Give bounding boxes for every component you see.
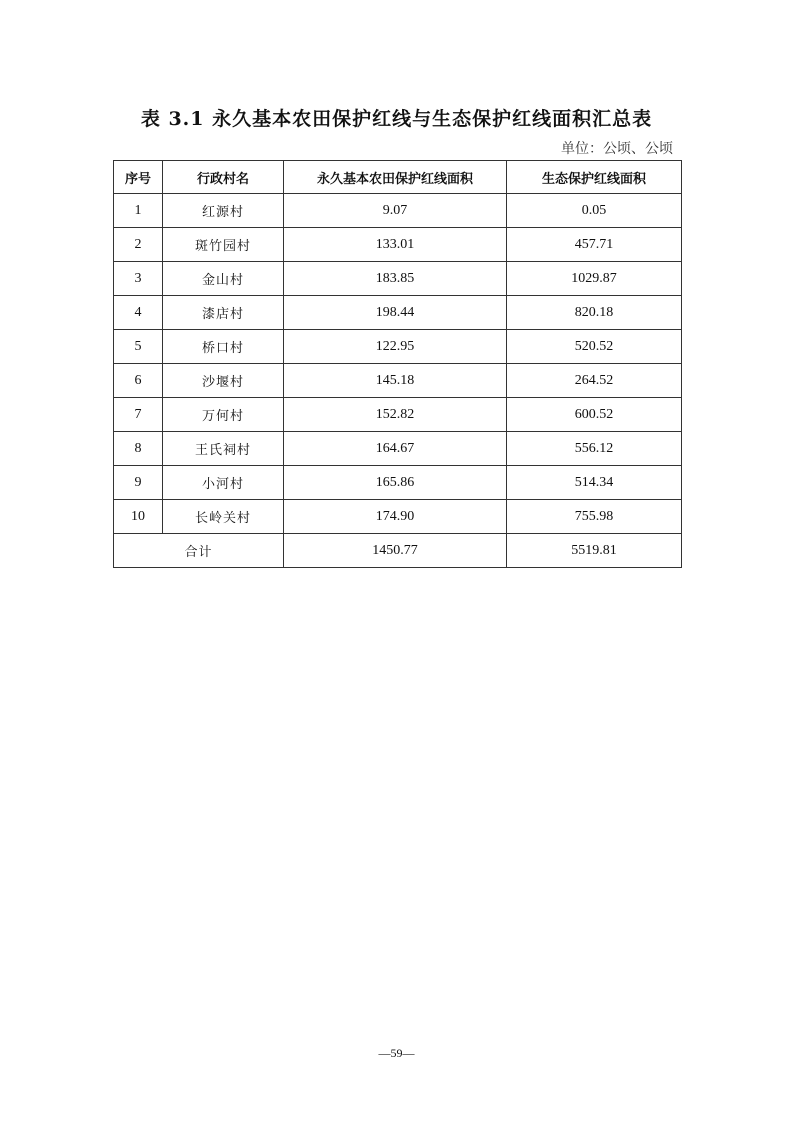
farmland-area: 198.44 [284,296,507,330]
ecological-area: 514.34 [507,466,682,500]
ecological-area: 264.52 [507,364,682,398]
ecological-area: 520.52 [507,330,682,364]
village-name: 漆店村 [163,296,284,330]
table-row [114,262,682,296]
village-name: 斑竹园村 [163,228,284,262]
row-index: 2 [114,228,163,262]
total-row [114,534,682,568]
page-number: —59— [378,1046,415,1060]
farmland-area: 164.67 [284,432,507,466]
row-index: 1 [114,194,163,228]
row-index: 3 [114,262,163,296]
total-ecological-area: 5519.81 [507,534,682,568]
table-row [114,500,682,534]
farmland-area: 9.07 [284,194,507,228]
header-farmland-area: 永久基本农田保护红线面积 [284,161,507,194]
row-index: 7 [114,398,163,432]
header-row [114,161,682,194]
ecological-area: 755.98 [507,500,682,534]
village-name: 万何村 [163,398,284,432]
table-title: 表 3.1 永久基本农田保护红线与生态保护红线面积汇总表 [140,108,653,130]
ecological-area: 556.12 [507,432,682,466]
header-village: 行政村名 [163,161,284,194]
row-index: 10 [114,500,163,534]
ecological-area: 457.71 [507,228,682,262]
village-name: 沙堰村 [163,364,284,398]
row-index: 9 [114,466,163,500]
village-name: 王氏祠村 [163,432,284,466]
village-name: 金山村 [163,262,284,296]
table-row [114,330,682,364]
village-name: 桥口村 [163,330,284,364]
village-name: 红源村 [163,194,284,228]
row-index: 4 [114,296,163,330]
ecological-area: 0.05 [507,194,682,228]
farmland-area: 145.18 [284,364,507,398]
ecological-area: 820.18 [507,296,682,330]
farmland-area: 122.95 [284,330,507,364]
ecological-area: 600.52 [507,398,682,432]
table-row [114,296,682,330]
row-index: 5 [114,330,163,364]
table-row [114,194,682,228]
header-ecological-area: 生态保护红线面积 [507,161,682,194]
farmland-area: 183.85 [284,262,507,296]
village-name: 长岭关村 [163,500,284,534]
row-index: 8 [114,432,163,466]
farmland-area: 133.01 [284,228,507,262]
ecological-area: 1029.87 [507,262,682,296]
table-row [114,432,682,466]
summary-table [113,160,682,568]
table-row [114,466,682,500]
row-index: 6 [114,364,163,398]
unit-label: 单位：公顷、公顷 [561,141,673,157]
village-name: 小河村 [163,466,284,500]
header-index: 序号 [114,161,163,194]
total-label: 合计 [114,534,284,568]
farmland-area: 152.82 [284,398,507,432]
farmland-area: 165.86 [284,466,507,500]
table-row [114,228,682,262]
farmland-area: 174.90 [284,500,507,534]
table-row [114,364,682,398]
table-row [114,398,682,432]
total-farmland-area: 1450.77 [284,534,507,568]
